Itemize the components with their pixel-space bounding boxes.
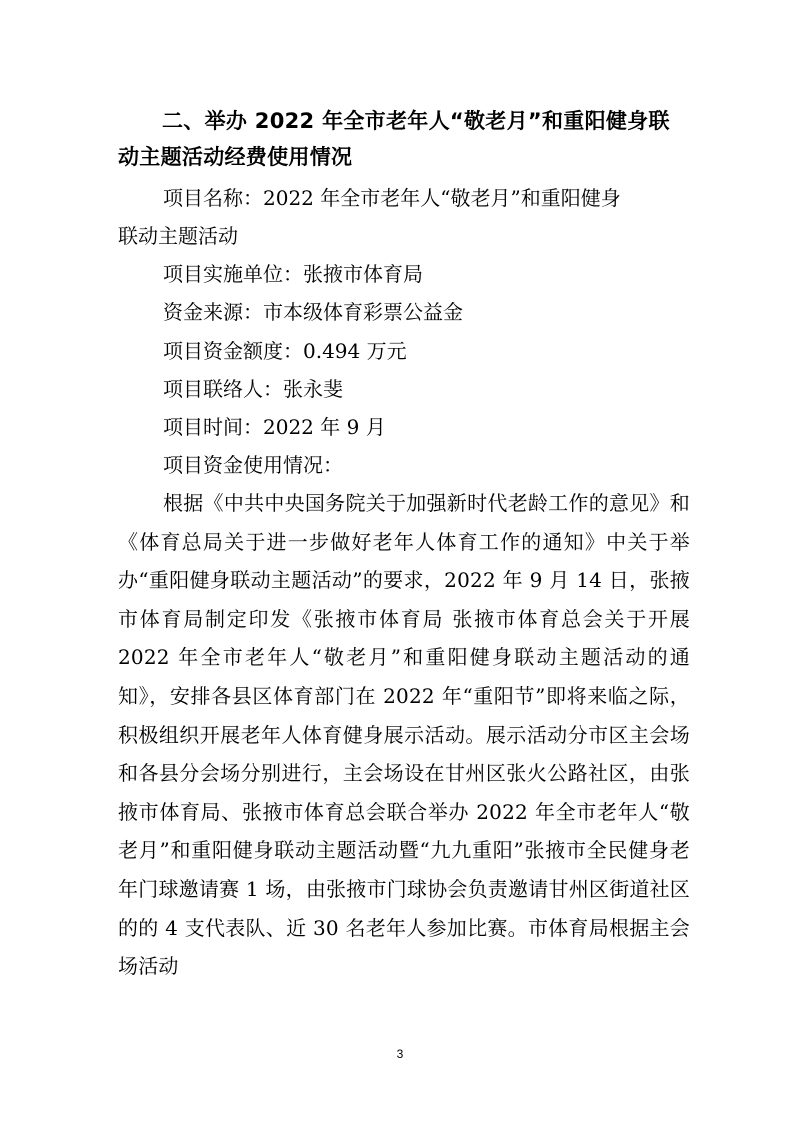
funding-source: 资金来源：市本级体育彩票公益金 bbox=[163, 300, 463, 324]
page-number: 3 bbox=[396, 1047, 404, 1061]
project-contact: 项目联络人：张永斐 bbox=[163, 377, 343, 401]
body-paragraph: 根据《中共中央国务院关于加强新时代老龄工作的意见》和《体育总局关于进一步做好老年人体育工作的通知》中关于举办“重阳健身联动主题活动”的要求，2022 年 9 月 14 日，张掖市体育局制定印发《张掖市体育局 张掖市体育总会关于开展 2022 年全市老年人“敬老月”和重阳健身联动主题活动的通知》，安排各县区体育部门在 2022 年“重阳节”即将来临之际，积极组织开展老年人体育健身展示活动。展示活动分市区主会场和各县分会场分别进行，主会场设在甘州区张火公路社区，由张掖市体育局、张掖市体育总会联合举办 2022 年全市老年人“敬老月”和重阳健身联动主题活动暨“九九重阳”张掖市全民健身老年门球邀请赛 1 场，由张掖市门球协会负责邀请甘州区街道社区的的 4 支代表队、近 30 名老年人参加比赛。市体育局根据主会场活动 bbox=[118, 491, 690, 979]
project-unit: 项目实施单位：张掖市体育局 bbox=[163, 262, 423, 286]
project-name-line-1: 项目名称：2022 年全市老年人“敬老月”和重阳健身 bbox=[163, 186, 621, 210]
project-amount: 项目资金额度：0.494 万元 bbox=[163, 339, 407, 363]
project-time: 项目时间：2022 年 9 月 bbox=[163, 415, 386, 439]
funding-usage-label: 项目资金使用情况： bbox=[163, 453, 343, 477]
section-heading: 二、举办 2022 年全市老年人“敬老月”和重阳健身联动主题活动经费使用情况 bbox=[118, 109, 670, 169]
project-name-line-2: 联动主题活动 bbox=[118, 224, 238, 248]
